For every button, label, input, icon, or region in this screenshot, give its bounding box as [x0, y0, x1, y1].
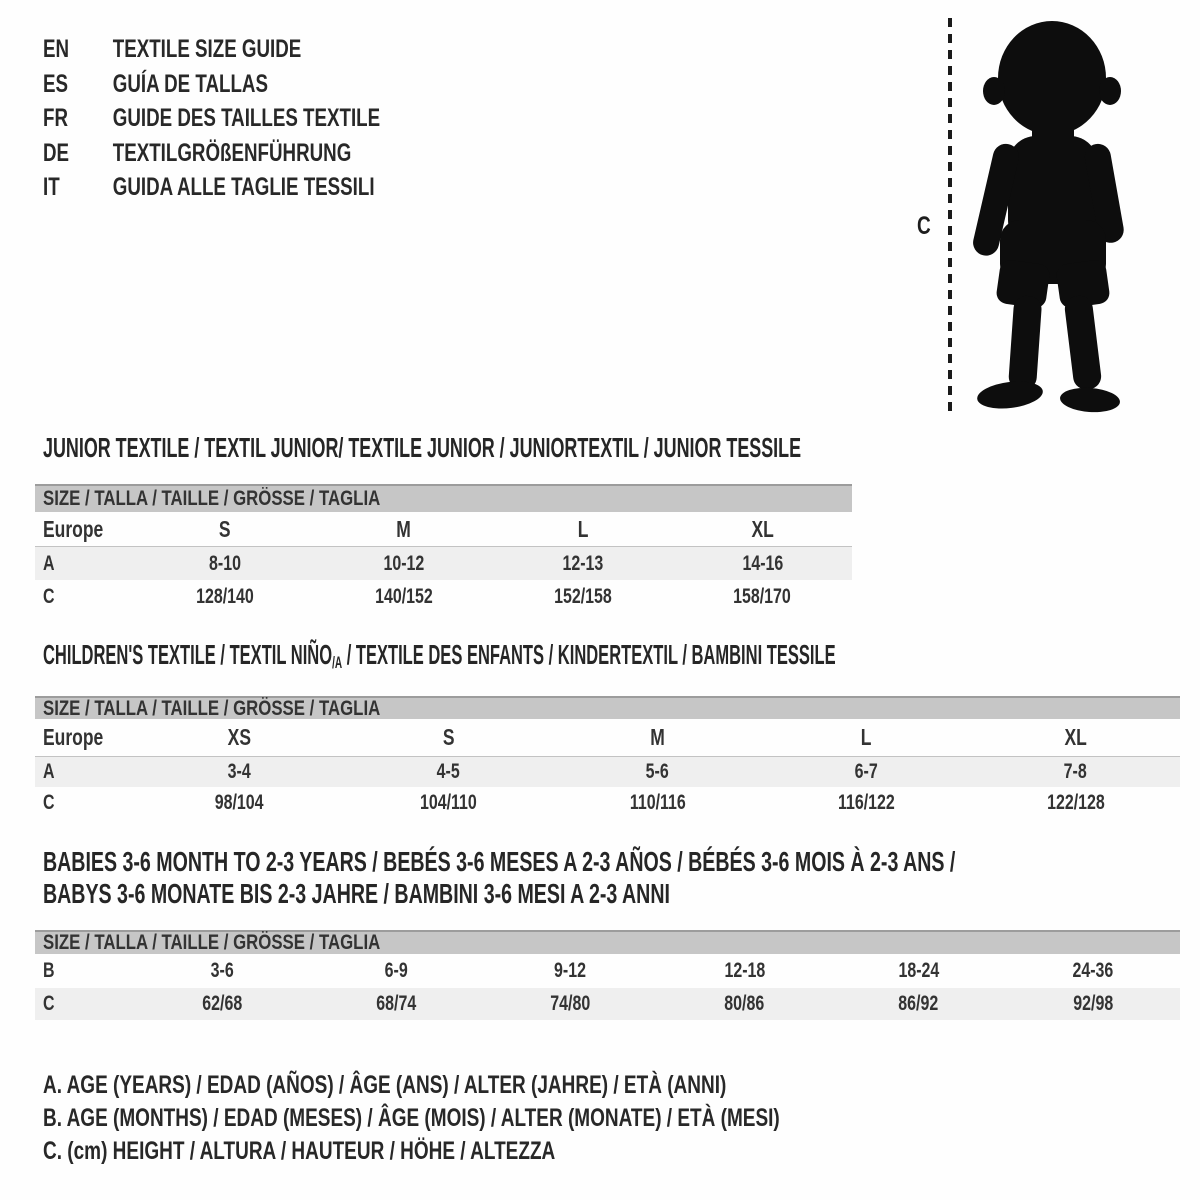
language-code: DE — [43, 138, 70, 167]
value-cell: 62/68 — [202, 992, 243, 1015]
region-label-cell: Europe — [43, 515, 104, 542]
legend-line-b: B. AGE (MONTHS) / EDAD (MESES) / ÂGE (MOIS) / ALTER (MONATE) / ETÀ (MESI) — [43, 1104, 780, 1132]
size-bar: SIZE / TALLA / TAILLE / GRÖSSE / TAGLIA — [35, 696, 1180, 719]
row-label-cell: A — [43, 760, 55, 783]
language-title: GUIDA ALLE TAGLIE TESSILI — [112, 173, 375, 201]
value-cell: 6-7 — [854, 760, 879, 783]
language-title: TEXTILE SIZE GUIDE — [112, 35, 302, 63]
size-header-cell: S — [442, 724, 455, 750]
language-title: GUÍA DE TALLAS — [112, 69, 268, 98]
value-cell: 8-10 — [208, 551, 241, 575]
size-bar: SIZE / TALLA / TAILLE / GRÖSSE / TAGLIA — [35, 930, 1180, 954]
legend-line-c: C. (cm) HEIGHT / ALTURA / HAUTEUR / HÖHE / ALTEZZA — [43, 1137, 556, 1165]
legend-line-a: A. AGE (YEARS) / EDAD (AÑOS) / ÂGE (ANS) / ALTER (JAHRE) / ETÀ (ANNI) — [43, 1071, 727, 1099]
value-cell: 14-16 — [741, 551, 783, 575]
size-header-cell: L — [861, 724, 872, 750]
children-size-table — [35, 696, 1180, 819]
language-row-de — [43, 136, 493, 171]
toddler-silhouette-icon — [932, 12, 1144, 420]
children-age-row — [35, 757, 1180, 787]
children-header-row — [35, 719, 1180, 757]
row-label-cell: B — [43, 959, 55, 982]
value-cell: 104/110 — [420, 791, 477, 814]
size-header-cell: XL — [1064, 724, 1087, 750]
language-title: TEXTILGRÖßENFÜHRUNG — [112, 138, 352, 167]
language-row-it — [43, 170, 493, 205]
height-measure-label: C — [917, 212, 931, 240]
language-code: EN — [43, 35, 70, 63]
babies-height-row — [35, 988, 1180, 1020]
value-cell: 92/98 — [1072, 992, 1113, 1015]
region-label-cell: Europe — [43, 724, 104, 750]
value-cell: 6-9 — [384, 959, 408, 982]
value-cell: 74/80 — [550, 992, 591, 1015]
size-bar: SIZE / TALLA / TAILLE / GRÖSSE / TAGLIA — [35, 484, 852, 512]
row-label-cell: C — [43, 992, 55, 1015]
value-cell: 110/116 — [629, 791, 686, 814]
value-cell: 140/152 — [375, 585, 433, 608]
value-cell: 10-12 — [383, 551, 425, 575]
babies-months-row — [35, 954, 1180, 988]
value-cell: 3-4 — [227, 760, 252, 783]
value-cell: 158/170 — [733, 585, 792, 608]
language-code: ES — [43, 69, 69, 98]
value-cell: 24-36 — [1072, 959, 1114, 982]
nino-a-subscript: /A — [332, 653, 343, 672]
language-code: IT — [43, 173, 60, 201]
row-label-cell: A — [43, 551, 55, 575]
language-row-en — [43, 32, 493, 67]
value-cell: 9-12 — [554, 959, 587, 982]
toddler-silhouette — [970, 21, 1125, 414]
language-title: GUIDE DES TAILLES TEXTILE — [112, 104, 381, 132]
value-cell: 68/74 — [376, 992, 417, 1015]
value-cell: 116/122 — [838, 791, 895, 814]
value-cell: 80/86 — [724, 992, 765, 1015]
value-cell: 152/158 — [554, 585, 612, 608]
size-header-cell: S — [218, 515, 231, 542]
value-cell: 122/128 — [1046, 791, 1105, 814]
babies-section-heading: BABIES 3-6 MONTH TO 2-3 YEARS / BEBÉS 3-6 MESES A 2-3 AÑOS / BÉBÉS 3-6 MOIS À 2-3 ANS / BABYS 3-6 MONATE BIS 2-3 JAHRE / BAMBINI 3-6 MESI A 2-3 ANNI — [43, 846, 956, 909]
size-header-cell: M — [396, 515, 412, 542]
children-height-row — [35, 787, 1180, 819]
size-header-cell: XS — [227, 724, 252, 750]
size-header-cell: XL — [751, 515, 774, 542]
value-cell: 12-13 — [562, 551, 604, 575]
language-row-es — [43, 67, 493, 102]
value-cell: 98/104 — [215, 791, 264, 814]
value-cell: 128/140 — [195, 585, 254, 608]
value-cell: 5-6 — [645, 760, 670, 783]
value-cell: 12-18 — [724, 959, 766, 982]
junior-age-row — [35, 547, 852, 580]
children-section-heading: CHILDREN'S TEXTILE / TEXTIL NIÑO/A / TEXTILE DES ENFANTS / KINDERTEXTIL / BAMBINI TESSILE — [43, 639, 836, 672]
size-header-cell: M — [650, 724, 665, 750]
row-label-cell: C — [43, 791, 55, 814]
junior-header-row — [35, 512, 852, 547]
value-cell: 18-24 — [898, 959, 940, 982]
language-title-list — [43, 32, 493, 205]
junior-size-table — [35, 484, 852, 614]
size-header-cell: L — [577, 515, 589, 542]
legend — [43, 1069, 1012, 1168]
junior-section-heading: JUNIOR TEXTILE / TEXTIL JUNIOR/ TEXTILE JUNIOR / JUNIORTEXTIL / JUNIOR TESSILE — [43, 432, 802, 463]
value-cell: 4-5 — [436, 760, 461, 783]
language-code: FR — [43, 104, 68, 132]
value-cell: 7-8 — [1063, 760, 1088, 783]
language-row-fr — [43, 101, 493, 136]
babies-size-table — [35, 930, 1180, 1020]
junior-height-row — [35, 580, 852, 614]
row-label-cell: C — [43, 585, 55, 608]
value-cell: 86/92 — [898, 992, 939, 1015]
value-cell: 3-6 — [210, 959, 234, 982]
